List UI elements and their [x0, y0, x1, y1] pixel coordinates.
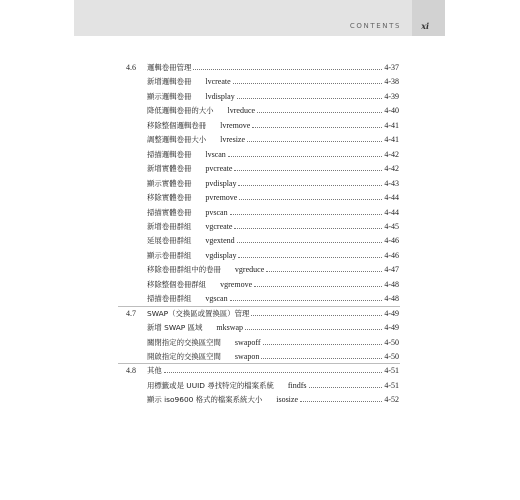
dot-leader [257, 112, 382, 113]
dot-leader [228, 156, 383, 157]
entry-title: 調整邏輯卷冊大小 [147, 135, 207, 145]
toc-entry [147, 220, 399, 234]
entry-command: pvdisplay [205, 178, 237, 188]
header-page-number: xi [421, 21, 429, 31]
toc-entry [147, 90, 399, 104]
toc-entry [147, 292, 399, 306]
dot-leader [254, 286, 382, 287]
toc-entry [147, 336, 399, 350]
entry-title: SWAP（交換區或置換區）管理 [147, 308, 250, 318]
entry-page-number: 4-44 [384, 207, 399, 217]
section-number: 4.6 [126, 63, 136, 72]
dot-leader [266, 271, 382, 272]
entry-title: 延展卷冊群組 [147, 236, 192, 246]
toc-entry-row[interactable] [0, 119, 520, 133]
entry-command: lvreduce [227, 106, 256, 116]
entry-title: 移除整個邏輯卷冊 [147, 120, 207, 130]
entry-command: swapon [234, 352, 260, 361]
entry-page-number: 4-46 [384, 236, 399, 246]
entry-page-number: 4-44 [384, 193, 399, 203]
entry-command: vgscan [205, 294, 228, 304]
entry-command: findfs [287, 380, 307, 390]
entry-command: vgreduce [234, 265, 265, 275]
entry-title: 移除整個卷冊群組 [147, 279, 207, 289]
entry-page-number: 4-37 [384, 63, 399, 72]
toc-entry [147, 364, 399, 378]
toc-entry-row[interactable] [0, 278, 520, 292]
entry-title: 顯示實體卷冊 [147, 178, 192, 188]
entry-page-number: 4-52 [384, 395, 399, 405]
entry-command: lvremove [220, 120, 251, 130]
toc-entry-row[interactable] [0, 162, 520, 176]
dot-leader [230, 214, 383, 215]
toc-section-row[interactable] [0, 364, 520, 378]
toc-entry-row[interactable] [0, 220, 520, 234]
entry-command: lvdisplay [205, 91, 235, 101]
section-number: 4.8 [126, 366, 136, 376]
entry-page-number: 4-40 [384, 106, 399, 116]
entry-title: 掃描邏輯卷冊 [147, 149, 192, 159]
dot-leader [245, 329, 382, 330]
toc-entry [147, 321, 399, 335]
entry-page-number: 4-38 [384, 77, 399, 87]
entry-page-number: 4-51 [384, 380, 399, 390]
entry-page-number: 4-48 [384, 279, 399, 289]
entry-command: mkswap [216, 323, 244, 333]
entry-page-number: 4-49 [384, 308, 399, 318]
toc-entry-row[interactable] [0, 234, 520, 248]
dot-leader [263, 344, 383, 345]
entry-page-number: 4-46 [384, 250, 399, 260]
section-number: 4.7 [126, 308, 136, 318]
toc-entry-row[interactable] [0, 104, 520, 118]
entry-command: vgextend [205, 236, 235, 246]
toc-entry-row[interactable] [0, 148, 520, 162]
dot-leader [237, 242, 383, 243]
toc-entry [147, 379, 399, 393]
toc-entry-row[interactable] [0, 177, 520, 191]
dot-leader [237, 98, 383, 99]
dot-leader [252, 127, 382, 128]
dot-leader [230, 300, 383, 301]
entry-title: 新增實體卷冊 [147, 164, 192, 174]
dot-leader [233, 83, 383, 84]
entry-page-number: 4-42 [384, 149, 399, 159]
toc-entry [147, 393, 399, 407]
entry-command: pvscan [205, 207, 228, 217]
dot-leader [247, 141, 382, 142]
entry-page-number: 4-41 [384, 120, 399, 130]
page-header [74, 0, 445, 36]
toc-entry [147, 75, 399, 89]
entry-command: lvcreate [205, 77, 231, 87]
toc-section-row[interactable] [0, 307, 520, 321]
entry-command: vgremove [220, 279, 253, 289]
entry-title: 掃描實體卷冊 [147, 207, 192, 217]
toc-section-row[interactable] [0, 61, 520, 75]
toc-entry [147, 148, 399, 162]
dot-leader [238, 185, 382, 186]
entry-page-number: 4-41 [384, 135, 399, 145]
entry-page-number: 4-45 [384, 221, 399, 231]
entry-command: pvremove [205, 193, 238, 203]
entry-command: pvcreate [205, 164, 233, 174]
toc-entry-row[interactable] [0, 393, 520, 407]
toc-entry [147, 133, 399, 147]
entry-title: 顯示 iso9600 格式的檔案系統大小 [147, 395, 263, 405]
entry-title: 用標籤或是 UUID 尋找特定的檔案系統 [147, 380, 274, 390]
toc-entry [147, 206, 399, 220]
entry-command: lvscan [205, 149, 226, 159]
toc-entry [147, 263, 399, 277]
entry-title: 其他 [147, 366, 162, 376]
entry-command: lvresize [220, 135, 246, 145]
toc-entry-row[interactable] [0, 321, 520, 335]
dot-leader [300, 401, 382, 402]
entry-page-number: 4-47 [384, 265, 399, 275]
entry-page-number: 4-50 [384, 352, 399, 361]
entry-title: 顯示邏輯卷冊 [147, 91, 192, 101]
toc-entry [147, 350, 399, 364]
entry-title: 掃描卷冊群組 [147, 294, 192, 304]
entry-page-number: 4-49 [384, 323, 399, 333]
toc-entry [147, 104, 399, 118]
toc-entry-row[interactable] [0, 350, 520, 364]
entry-title: 移除實體卷冊 [147, 193, 192, 203]
toc-entry-row[interactable] [0, 90, 520, 104]
dot-leader [238, 257, 382, 258]
dot-leader [193, 69, 382, 70]
toc-entry [147, 162, 399, 176]
toc-entry-row[interactable] [0, 263, 520, 277]
entry-page-number: 4-42 [384, 164, 399, 174]
entry-page-number: 4-51 [384, 366, 399, 376]
dot-leader [164, 372, 383, 373]
entry-title: 關閉指定的交換區空間 [147, 337, 221, 347]
toc-entry-row[interactable] [0, 75, 520, 89]
toc-entry-row[interactable] [0, 133, 520, 147]
toc-entry [147, 177, 399, 191]
entry-title: 顯示卷冊群組 [147, 250, 192, 260]
toc-entry [147, 278, 399, 292]
toc-entry [147, 119, 399, 133]
dot-leader [234, 228, 382, 229]
entry-title: 降低邏輯卷冊的大小 [147, 106, 214, 116]
entry-command: isosize [276, 395, 299, 405]
toc-entry-row[interactable] [0, 292, 520, 306]
toc-entry-row[interactable] [0, 249, 520, 263]
toc-entry [147, 307, 399, 321]
entry-page-number: 4-48 [384, 294, 399, 304]
entry-page-number: 4-39 [384, 91, 399, 101]
dot-leader [309, 387, 383, 388]
entry-command: vgdisplay [205, 250, 237, 260]
entry-page-number: 4-43 [384, 178, 399, 188]
entry-title: 新增 SWAP 區域 [147, 323, 203, 333]
entry-title: 開啟指定的交換區空間 [147, 352, 221, 361]
dot-leader [251, 315, 382, 316]
entry-title: 邏輯卷冊管理 [147, 63, 192, 72]
toc-entry [147, 234, 399, 248]
toc-entry-row[interactable] [0, 336, 520, 350]
entry-title: 移除卷冊群組中的卷冊 [147, 265, 221, 275]
entry-title: 新增邏輯卷冊 [147, 77, 192, 87]
dot-leader [261, 358, 382, 359]
entry-title: 新增卷冊群組 [147, 221, 192, 231]
entry-command: swapoff [234, 337, 261, 347]
toc-entry-row[interactable] [0, 379, 520, 393]
entry-page-number: 4-50 [384, 337, 399, 347]
toc-entry [147, 61, 399, 75]
toc-entry [147, 191, 399, 205]
dot-leader [234, 170, 382, 171]
toc-entry [147, 249, 399, 263]
dot-leader [239, 199, 382, 200]
header-label: CONTENTS [349, 22, 401, 30]
toc-entry-row[interactable] [0, 191, 520, 205]
toc-entry-row[interactable] [0, 206, 520, 220]
entry-command: vgcreate [205, 221, 233, 231]
